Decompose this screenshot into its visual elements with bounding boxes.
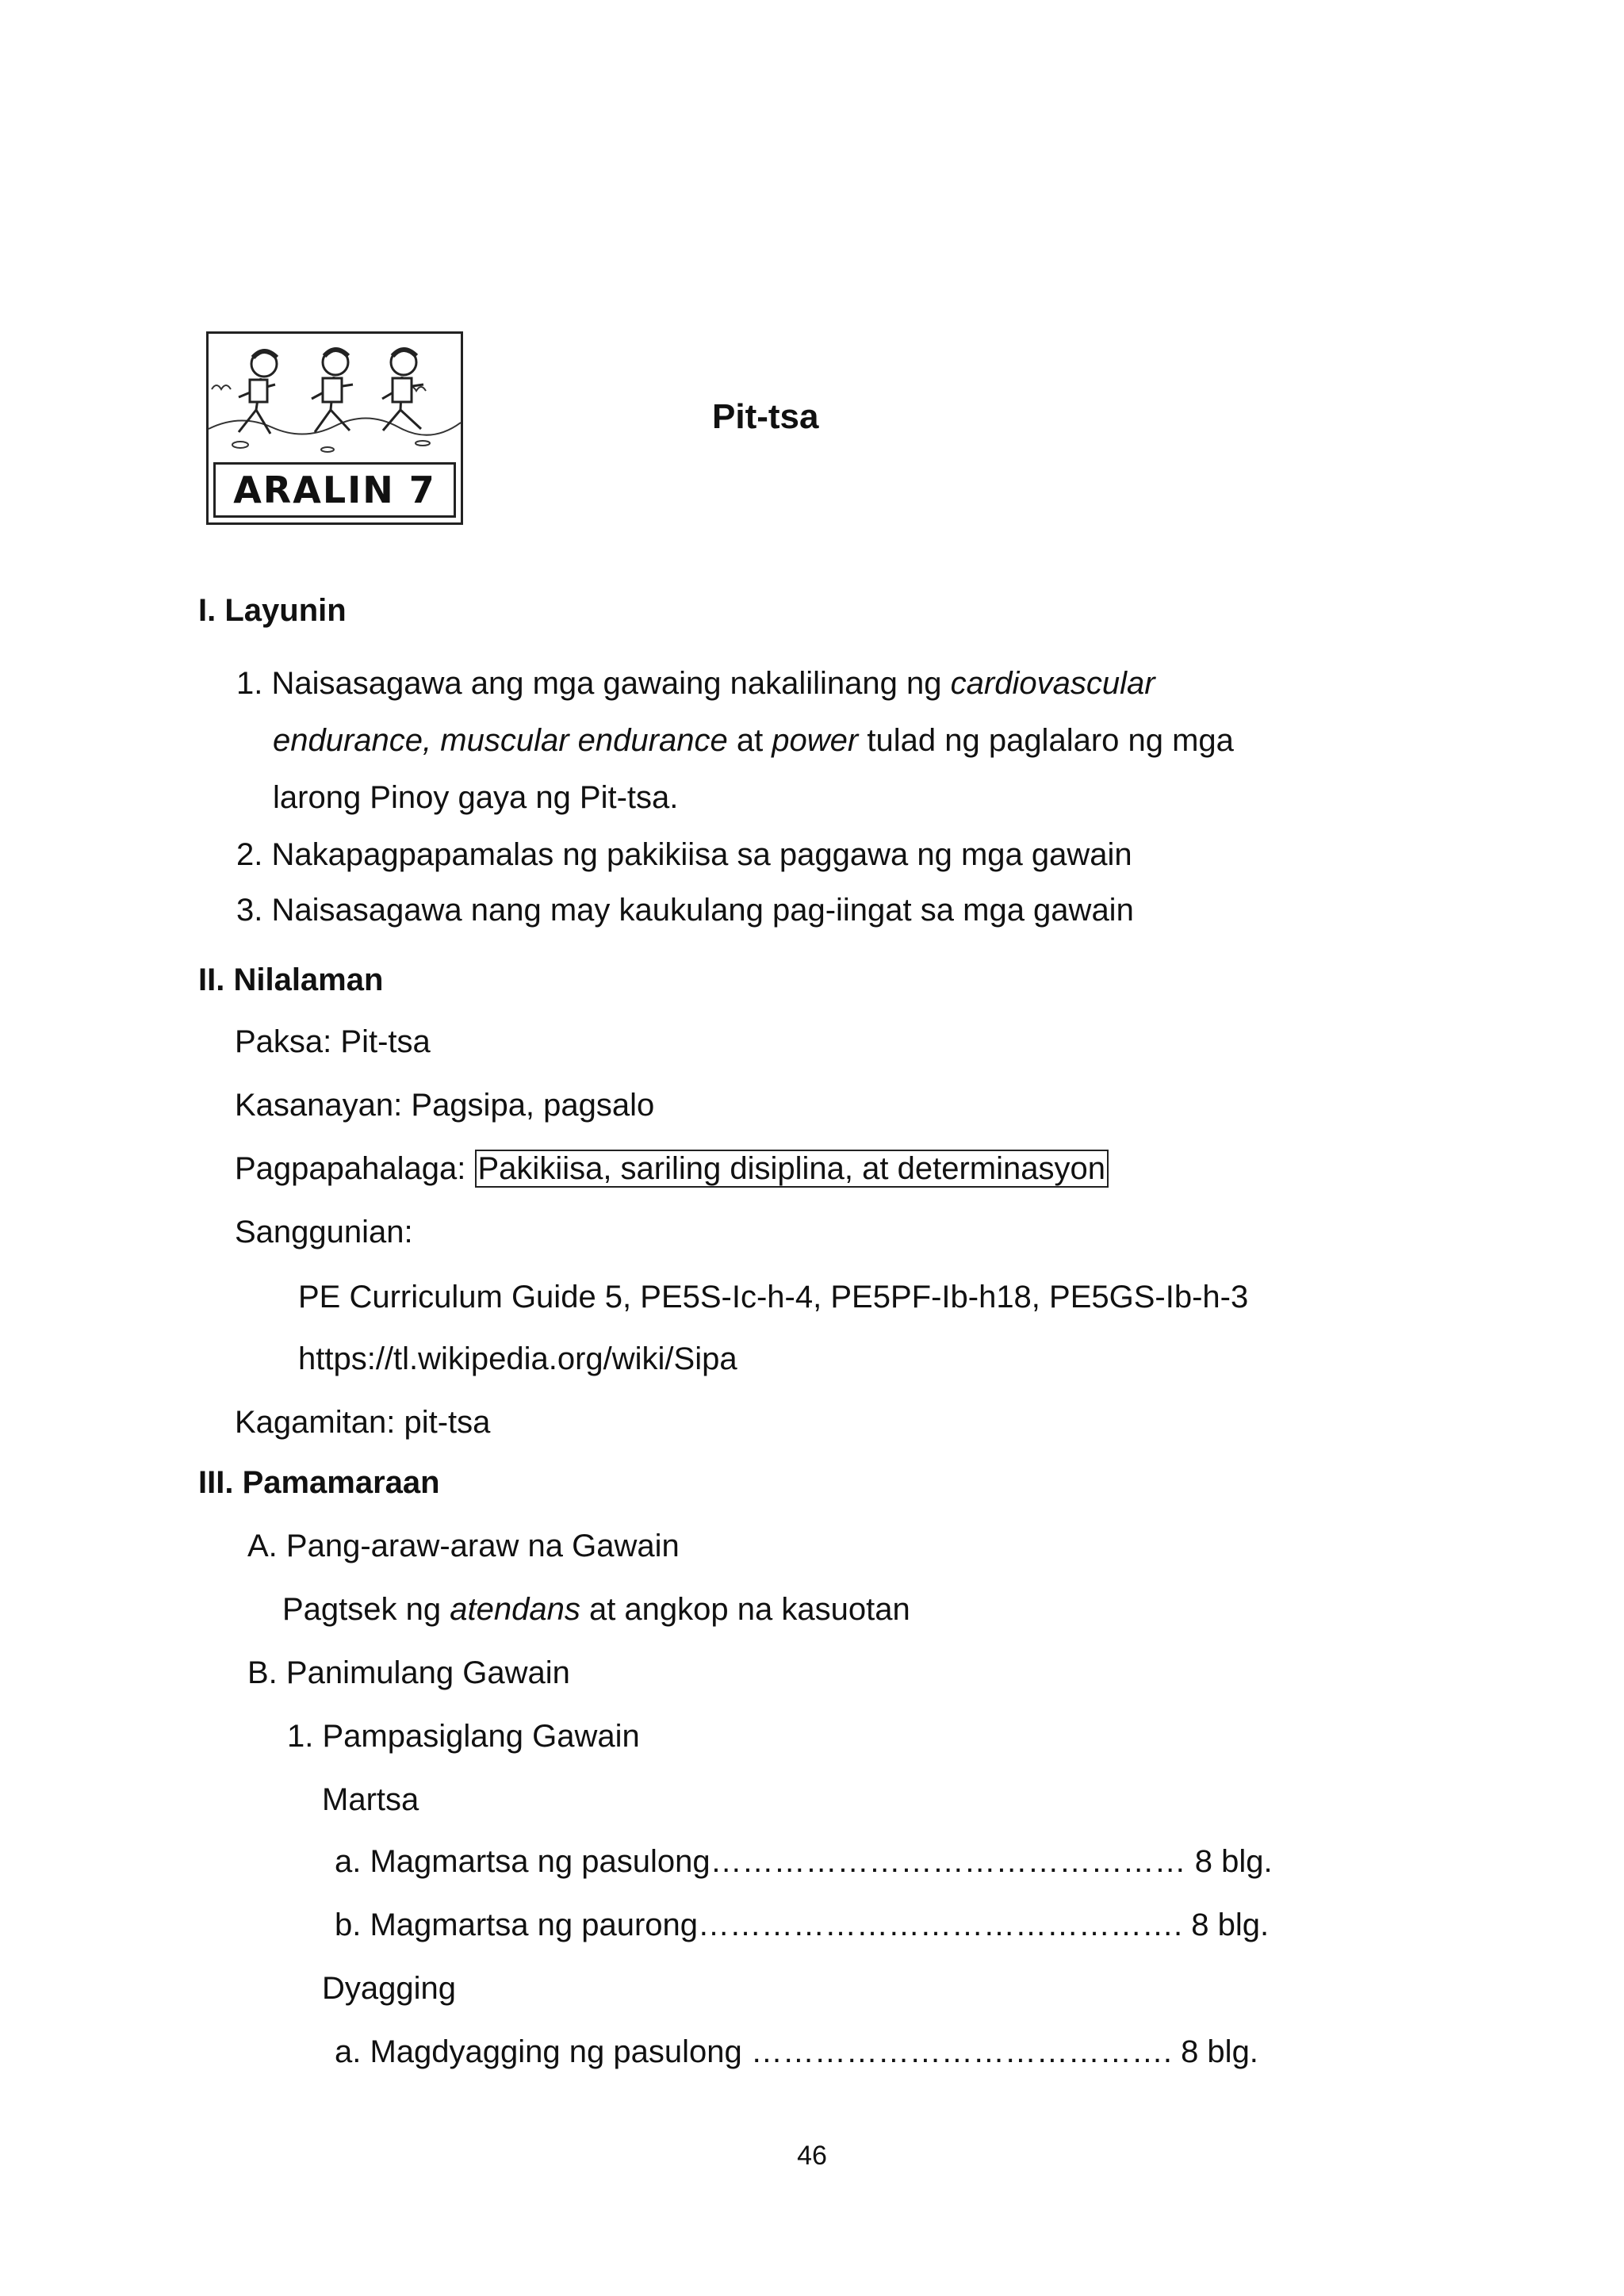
lesson-badge <box>206 331 463 525</box>
objective-1-line-1 <box>236 664 1155 702</box>
pagpapahalaga-line <box>235 1150 1109 1188</box>
section-layunin-heading: I. Layunin <box>198 593 347 628</box>
pagpapahalaga-label: Pagpapahalaga: <box>235 1151 475 1186</box>
part-a-heading: A. Pang-araw-araw na Gawain <box>247 1529 680 1563</box>
reference-curriculum: PE Curriculum Guide 5, PE5S-Ic-h-4, PE5PF-Ib-h18, PE5GS-Ib-h-3 <box>298 1280 1249 1314</box>
section-nilalaman-heading: II. Nilalaman <box>198 962 384 997</box>
reference-link: https://tl.wikipedia.org/wiki/Sipa <box>298 1341 737 1376</box>
martsa-label: Martsa <box>322 1782 419 1817</box>
lesson-title: Pit-tsa <box>712 397 819 436</box>
objective-1-number: 1. <box>236 666 263 701</box>
page-number: 46 <box>797 2141 827 2171</box>
objective-1-term-endurance: endurance, muscular endurance <box>273 723 728 758</box>
objective-1-term-power: power <box>772 723 859 758</box>
objective-3: 3. Naisasagawa nang may kaukulang pag-iingat sa mga gawain <box>236 893 1134 928</box>
objective-1-text-at: at <box>727 723 772 758</box>
pagpapahalaga-value: Pakikiisa, sariling disiplina, at determinasyon <box>475 1150 1109 1188</box>
objective-1-line-2 <box>273 721 1234 760</box>
objective-1-text-b: cardiovascular <box>950 666 1155 701</box>
sanggunian-label: Sanggunian: <box>235 1215 413 1249</box>
part-b-item-1: 1. Pampasiglang Gawain <box>287 1719 640 1754</box>
martsa-a: a. Magmartsa ng pasulong……………………………………… 8 blg. <box>335 1844 1273 1879</box>
part-b-heading: B. Panimulang Gawain <box>247 1655 570 1690</box>
section-pamamaraan-heading: III. Pamamaraan <box>198 1465 440 1500</box>
running-children-illustration <box>209 334 461 467</box>
kasanayan-line: Kasanayan: Pagsipa, pagsalo <box>235 1088 655 1123</box>
part-a-body <box>282 1590 910 1628</box>
part-a-body-text-2: at angkop na kasuotan <box>580 1592 910 1627</box>
objective-2: 2. Nakapagpapamalas ng pakikiisa sa paggawa ng mga gawain <box>236 837 1132 872</box>
lesson-number-label: ARALIN 7 <box>213 462 456 518</box>
objective-1-text-tulad: tulad ng paglalaro ng mga <box>858 723 1234 758</box>
dyagging-a: a. Magdyagging ng pasulong …………………………………. 8 blg. <box>335 2034 1258 2069</box>
part-a-body-term: atendans <box>450 1592 580 1627</box>
martsa-b: b. Magmartsa ng paurong………………………………………. 8 blg. <box>335 1908 1270 1942</box>
objective-1-line-3: larong Pinoy gaya ng Pit-tsa. <box>273 780 679 815</box>
part-a-body-text-1: Pagtsek ng <box>282 1592 450 1627</box>
dyagging-label: Dyagging <box>322 1971 457 2006</box>
kagamitan-line: Kagamitan: pit-tsa <box>235 1405 491 1440</box>
objective-1-text-a: Naisasagawa ang mga gawaing nakalilinang ng <box>271 666 951 701</box>
paksa-line: Paksa: Pit-tsa <box>235 1024 431 1059</box>
